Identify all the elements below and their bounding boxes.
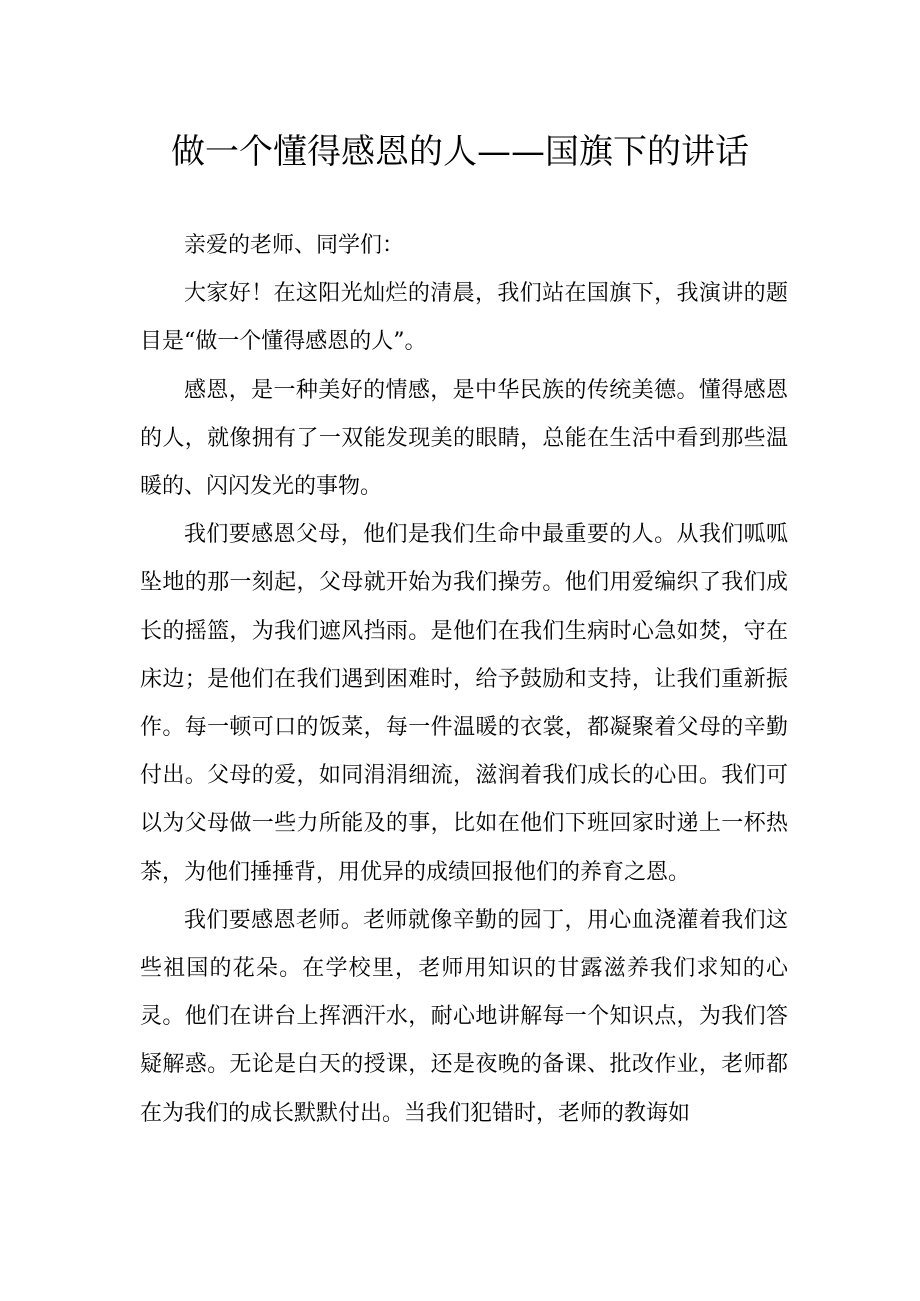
- paragraph-greeting: 大家好！在这阳光灿烂的清晨，我们站在国旗下，我演讲的题目是“做一个懂得感恩的人”。: [140, 281, 788, 355]
- paragraph-salutation: 亲爱的老师、同学们：: [184, 233, 405, 258]
- paragraph-thank-teachers: 我们要感恩老师。老师就像辛勤的园丁，用心血浇灌着我们这些祖国的花朵。在学校里，老师用知识的甘露滋养我们求知的心灵。他们在讲台上挥洒汗水，耐心地讲解每一个知识点，为我们答疑解惑。无论是白天的授课，还是夜晚的备课、批改作业，老师都在为我们的成长默默付出。当我们犯错时，老师的教诲如: [140, 907, 788, 1126]
- document-title: 做一个懂得感恩的人——国旗下的讲话: [171, 132, 749, 172]
- paragraph-gratitude-intro: 感恩，是一种美好的情感，是中华民族的传统美德。懂得感恩的人，就像拥有了一双能发现美的眼睛，总能在生活中看到那些温暖的、闪闪发光的事物。: [140, 377, 788, 500]
- document-body: [140, 222, 788, 1138]
- paragraph-thank-parents: 我们要感恩父母，他们是我们生命中最重要的人。从我们呱呱坠地的那一刻起，父母就开始为我们操劳。他们用爱编织了我们成长的摇篮，为我们遮风挡雨。是他们在我们生病时心急如焚，守在床边；是他们在我们遇到困难时，给予鼓励和支持，让我们重新振作。每一顿可口的饭菜，每一件温暖的衣裳，都凝聚着父母的辛勤付出。父母的爱，如同涓涓细流，滋润着我们成长的心田。我们可以为父母做一些力所能及的事，比如在他们下班回家时递上一杯热茶，为他们捶捶背，用优异的成绩回报他们的养育之恩。: [140, 522, 788, 885]
